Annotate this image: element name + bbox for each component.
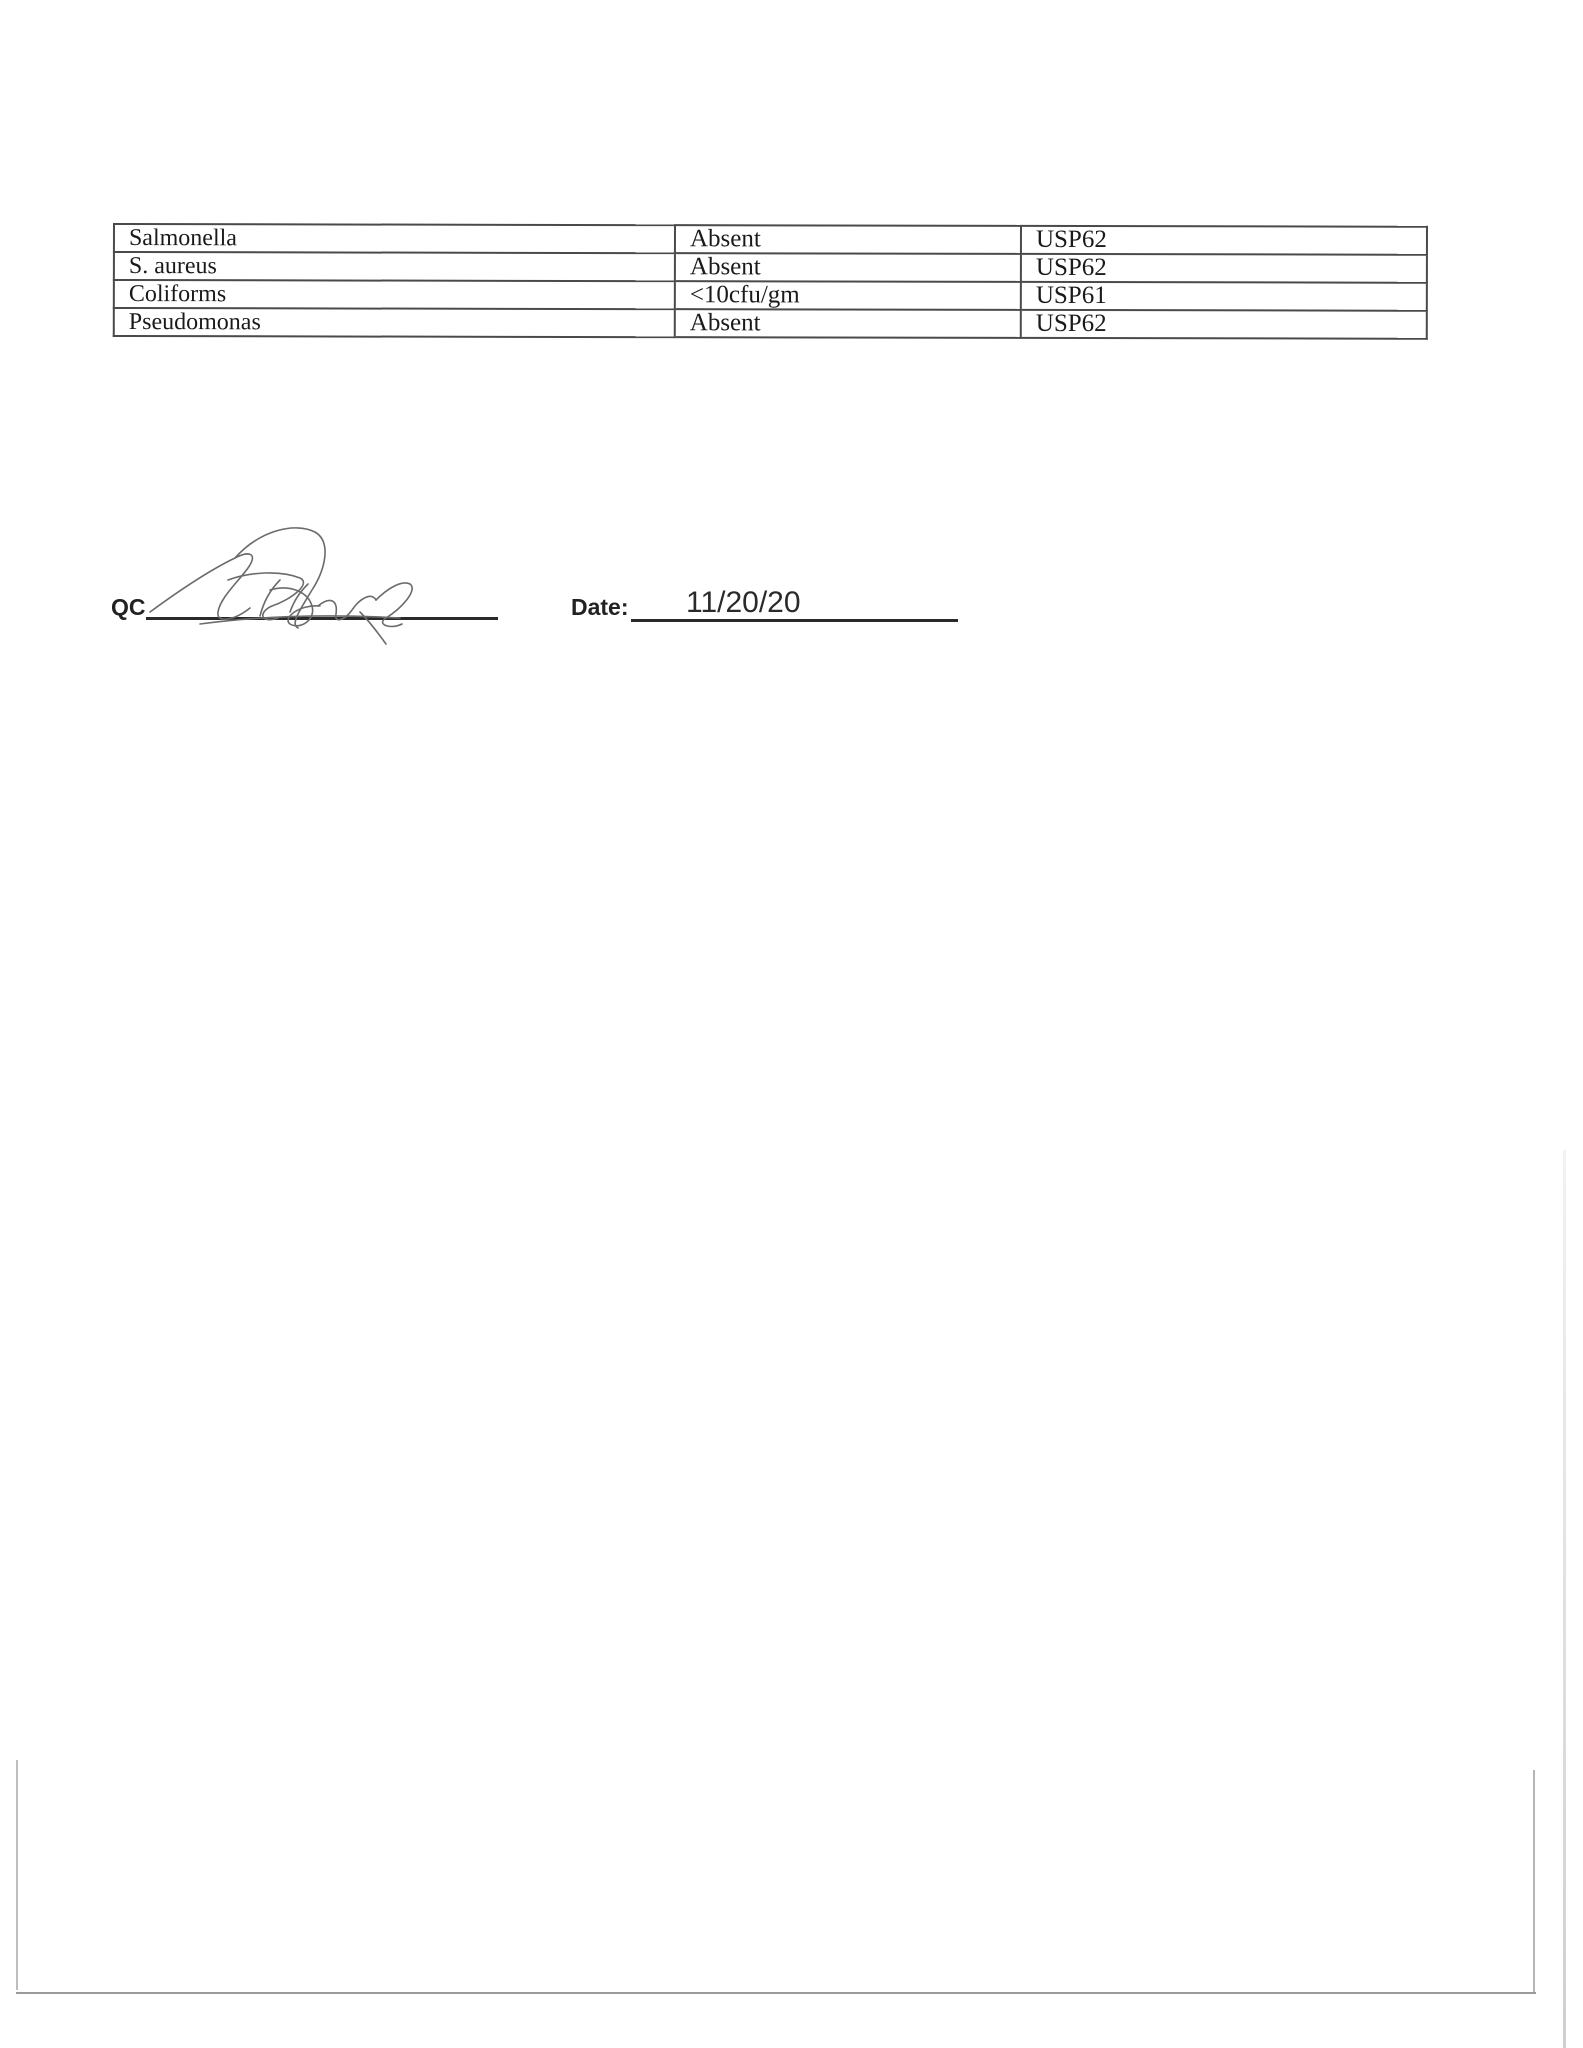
method-cell: USP62 <box>1021 226 1427 255</box>
scan-border-bottom <box>16 1992 1536 1994</box>
table-row <box>114 224 1427 255</box>
scan-border-right <box>1533 1770 1535 1992</box>
method-cell: USP62 <box>1021 254 1427 283</box>
test-name-cell: S. aureus <box>114 252 675 281</box>
test-name-cell: Pseudomonas <box>114 308 675 337</box>
result-cell: Absent <box>675 309 1021 338</box>
method-cell: USP61 <box>1021 282 1427 311</box>
table-row <box>114 308 1427 339</box>
table-row <box>114 280 1427 311</box>
date-value: 11/20/20 <box>686 586 801 619</box>
scan-border-left <box>16 1760 18 1990</box>
result-cell: <10cfu/gm <box>675 281 1021 310</box>
test-name-cell: Coliforms <box>114 280 675 309</box>
scan-page-edge <box>1563 1150 1566 2048</box>
test-name-cell: Salmonella <box>114 224 675 253</box>
results-table <box>113 223 1428 340</box>
qc-label: QC <box>111 594 146 620</box>
table-row <box>114 252 1427 283</box>
date-label: Date: <box>571 594 629 620</box>
result-cell: Absent <box>675 225 1021 254</box>
result-cell: Absent <box>675 253 1021 282</box>
method-cell: USP62 <box>1021 310 1427 339</box>
handwritten-signature-icon <box>140 520 440 650</box>
